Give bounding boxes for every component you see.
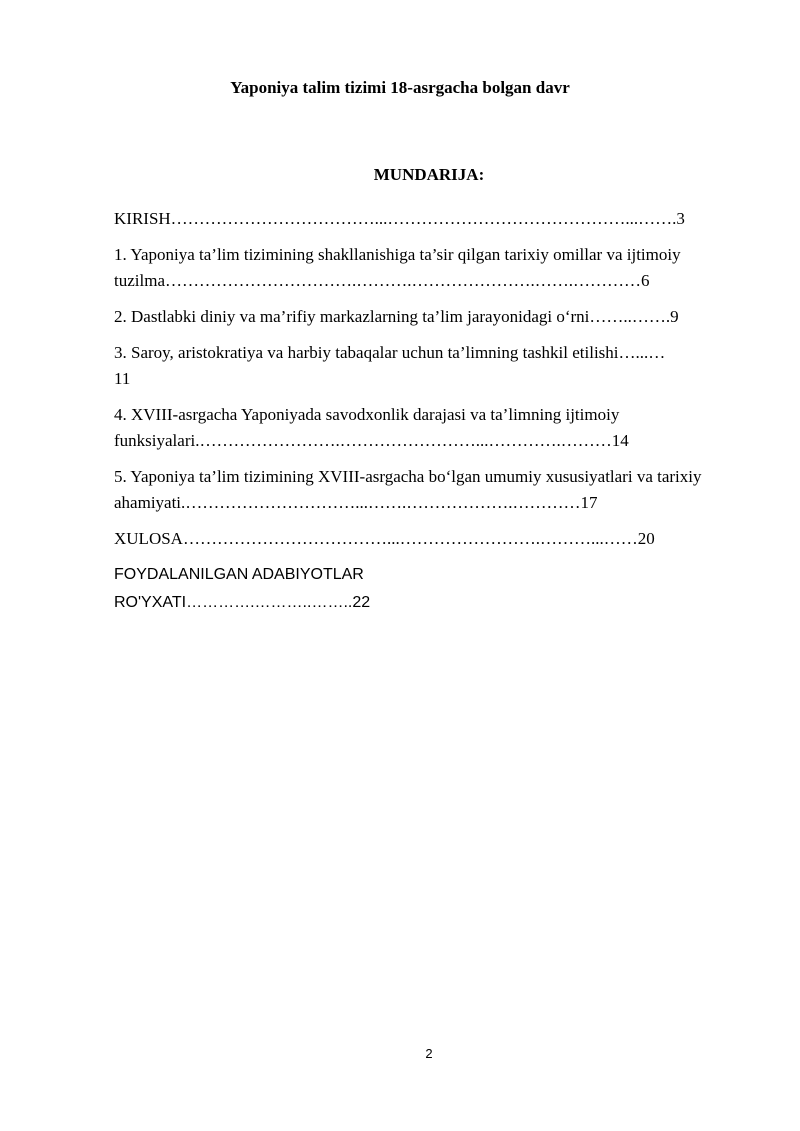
toc-entry-section-1[interactable]: 1. Yaponiya ta’lim tizimining shakllanishiga ta’sir qilgan tarixiy omillar va ijtimoiy tuzilma…………………………….……….………………….…….…………6 — [114, 245, 681, 290]
toc-entry-references[interactable]: FOYDALANILGAN ADABIYOTLAR — [114, 566, 364, 583]
toc-heading: MUNDARIJA: — [373, 165, 485, 184]
page-number: 2 — [425, 1046, 433, 1061]
toc-entry-conclusion[interactable]: XULOSA………………………………...…………………….………...……20 — [114, 529, 655, 548]
toc-entry-references-continued[interactable]: RO'YXATI………….………..……..22 — [114, 594, 371, 611]
document-title: Yaponiya talim tizimi 18-asrgacha bolgan davr — [230, 78, 570, 97]
table-of-contents — [114, 206, 744, 616]
toc-entry-section-3[interactable]: 3. Saroy, aristokratiya va harbiy tabaqalar uchun ta’limning tashkil etilishi…...… 11 — [114, 343, 666, 388]
toc-entry-section-4[interactable]: 4. XVIII-asrgacha Yaponiyada savodxonlik darajasi va ta’limning ijtimoiy funksiyalari.…………………….……………………...………….………14 — [114, 405, 629, 450]
toc-entry-section-5[interactable]: 5. Yaponiya ta’lim tizimining XVIII-asrgacha bo‘lgan umumiy xususiyatlari va tarixiy ahamiyati.…………………………...…….……………….…………17 — [114, 467, 702, 512]
toc-entry-section-2[interactable]: 2. Dastlabki diniy va ma’rifiy markazlarning ta’lim jarayonidagi o‘rni……..…….9 — [114, 307, 679, 326]
toc-entry-introduction[interactable]: KIRISH………………………………...……………………………………...…….3 — [114, 209, 685, 228]
